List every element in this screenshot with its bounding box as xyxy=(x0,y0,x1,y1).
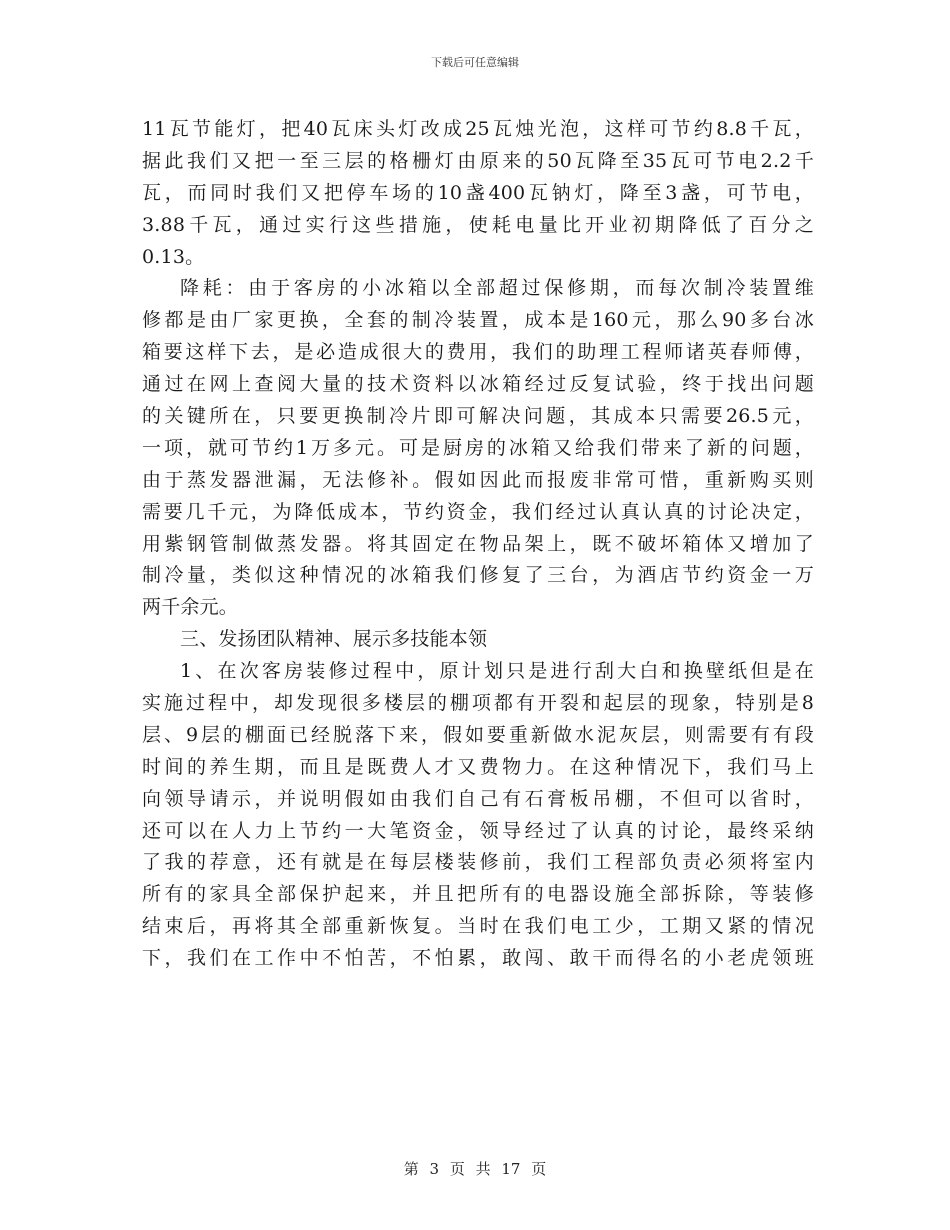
text-line: 还可以在人力上节约一大笔资金，领导经过了认真的讨论，最终采纳 xyxy=(142,819,814,842)
text-line: 通过在网上查阅大量的技术资料以冰箱经过反复试验，终于找出问题 xyxy=(142,373,814,396)
page-header: 下载后可任意编辑 xyxy=(431,56,519,69)
page-footer: 第 3 页 共 17 页 xyxy=(403,1160,547,1178)
paragraph-start-line: 1、在次客房装修过程中，原计划只是进行刮大白和换壁纸但是在 xyxy=(180,660,814,683)
text-line: 层、9层的棚面已经脱落下来，假如要重新做水泥灰层，则需要有有段 xyxy=(142,723,814,746)
text-line: 时间的养生期，而且是既费人才又费物力。在这种情况下，我们马上 xyxy=(142,755,814,778)
text-line: 用紫钢管制做蒸发器。将其固定在物品架上，既不破坏箱体又增加了 xyxy=(142,532,814,555)
text-line: 制冷量，类似这种情况的冰箱我们修复了三台，为酒店节约资金一万 xyxy=(142,564,814,587)
text-line: 箱要这样下去，是必造成很大的费用，我们的助理工程师诸英春师傅， xyxy=(142,341,814,364)
text-line: 下，我们在工作中不怕苦，不怕累，敢闯、敢干而得名的小老虎领班 xyxy=(142,947,814,970)
paragraph-start-line: 降耗：由于客房的小冰箱以全部超过保修期，而每次制冷装置维 xyxy=(180,277,814,300)
text-line: 一项，就可节约1万多元。可是厨房的冰箱又给我们带来了新的问题， xyxy=(142,436,814,459)
text-line: 修都是由厂家更换，全套的制冷装置，成本是160元，那么90多台冰 xyxy=(142,309,814,332)
text-line: 0.13。 xyxy=(142,245,205,268)
section-heading: 三、发扬团队精神、展示多技能本领 xyxy=(180,628,488,651)
text-line: 需要几千元，为降低成本，节约资金，我们经过认真认真的讨论决定， xyxy=(142,500,814,523)
text-line: 所有的家具全部保护起来，并且把所有的电器设施全部拆除，等装修 xyxy=(142,883,814,906)
text-line: 据此我们又把一至三层的格栅灯由原来的50瓦降至35瓦可节电2.2千 xyxy=(142,149,814,172)
text-line: 瓦，而同时我们又把停车场的10盏400瓦钠灯，降至3盏，可节电， xyxy=(142,181,814,204)
text-line: 3.88千瓦，通过实行这些措施，使耗电量比开业初期降低了百分之 xyxy=(142,213,814,236)
text-line: 了我的荐意，还有就是在每层楼装修前，我们工程部负责必须将室内 xyxy=(142,851,814,874)
text-line: 结束后，再将其全部重新恢复。当时在我们电工少，工期又紧的情况 xyxy=(142,915,814,938)
text-line: 的关键所在，只要更换制冷片即可解决问题，其成本只需要26.5元， xyxy=(142,405,814,428)
body-text xyxy=(142,114,814,975)
text-line: 11瓦节能灯，把40瓦床头灯改成25瓦烛光泡，这样可节约8.8千瓦， xyxy=(142,118,814,140)
text-line: 向领导请示，并说明假如由我们自己有石膏板吊棚，不但可以省时， xyxy=(142,787,814,810)
text-line: 两千余元。 xyxy=(142,596,239,619)
text-line: 实施过程中，却发现很多楼层的棚项都有开裂和起层的现象，特别是8 xyxy=(142,692,814,715)
text-line: 由于蒸发器泄漏，无法修补。假如因此而报废非常可惜，重新购买则 xyxy=(142,468,814,491)
